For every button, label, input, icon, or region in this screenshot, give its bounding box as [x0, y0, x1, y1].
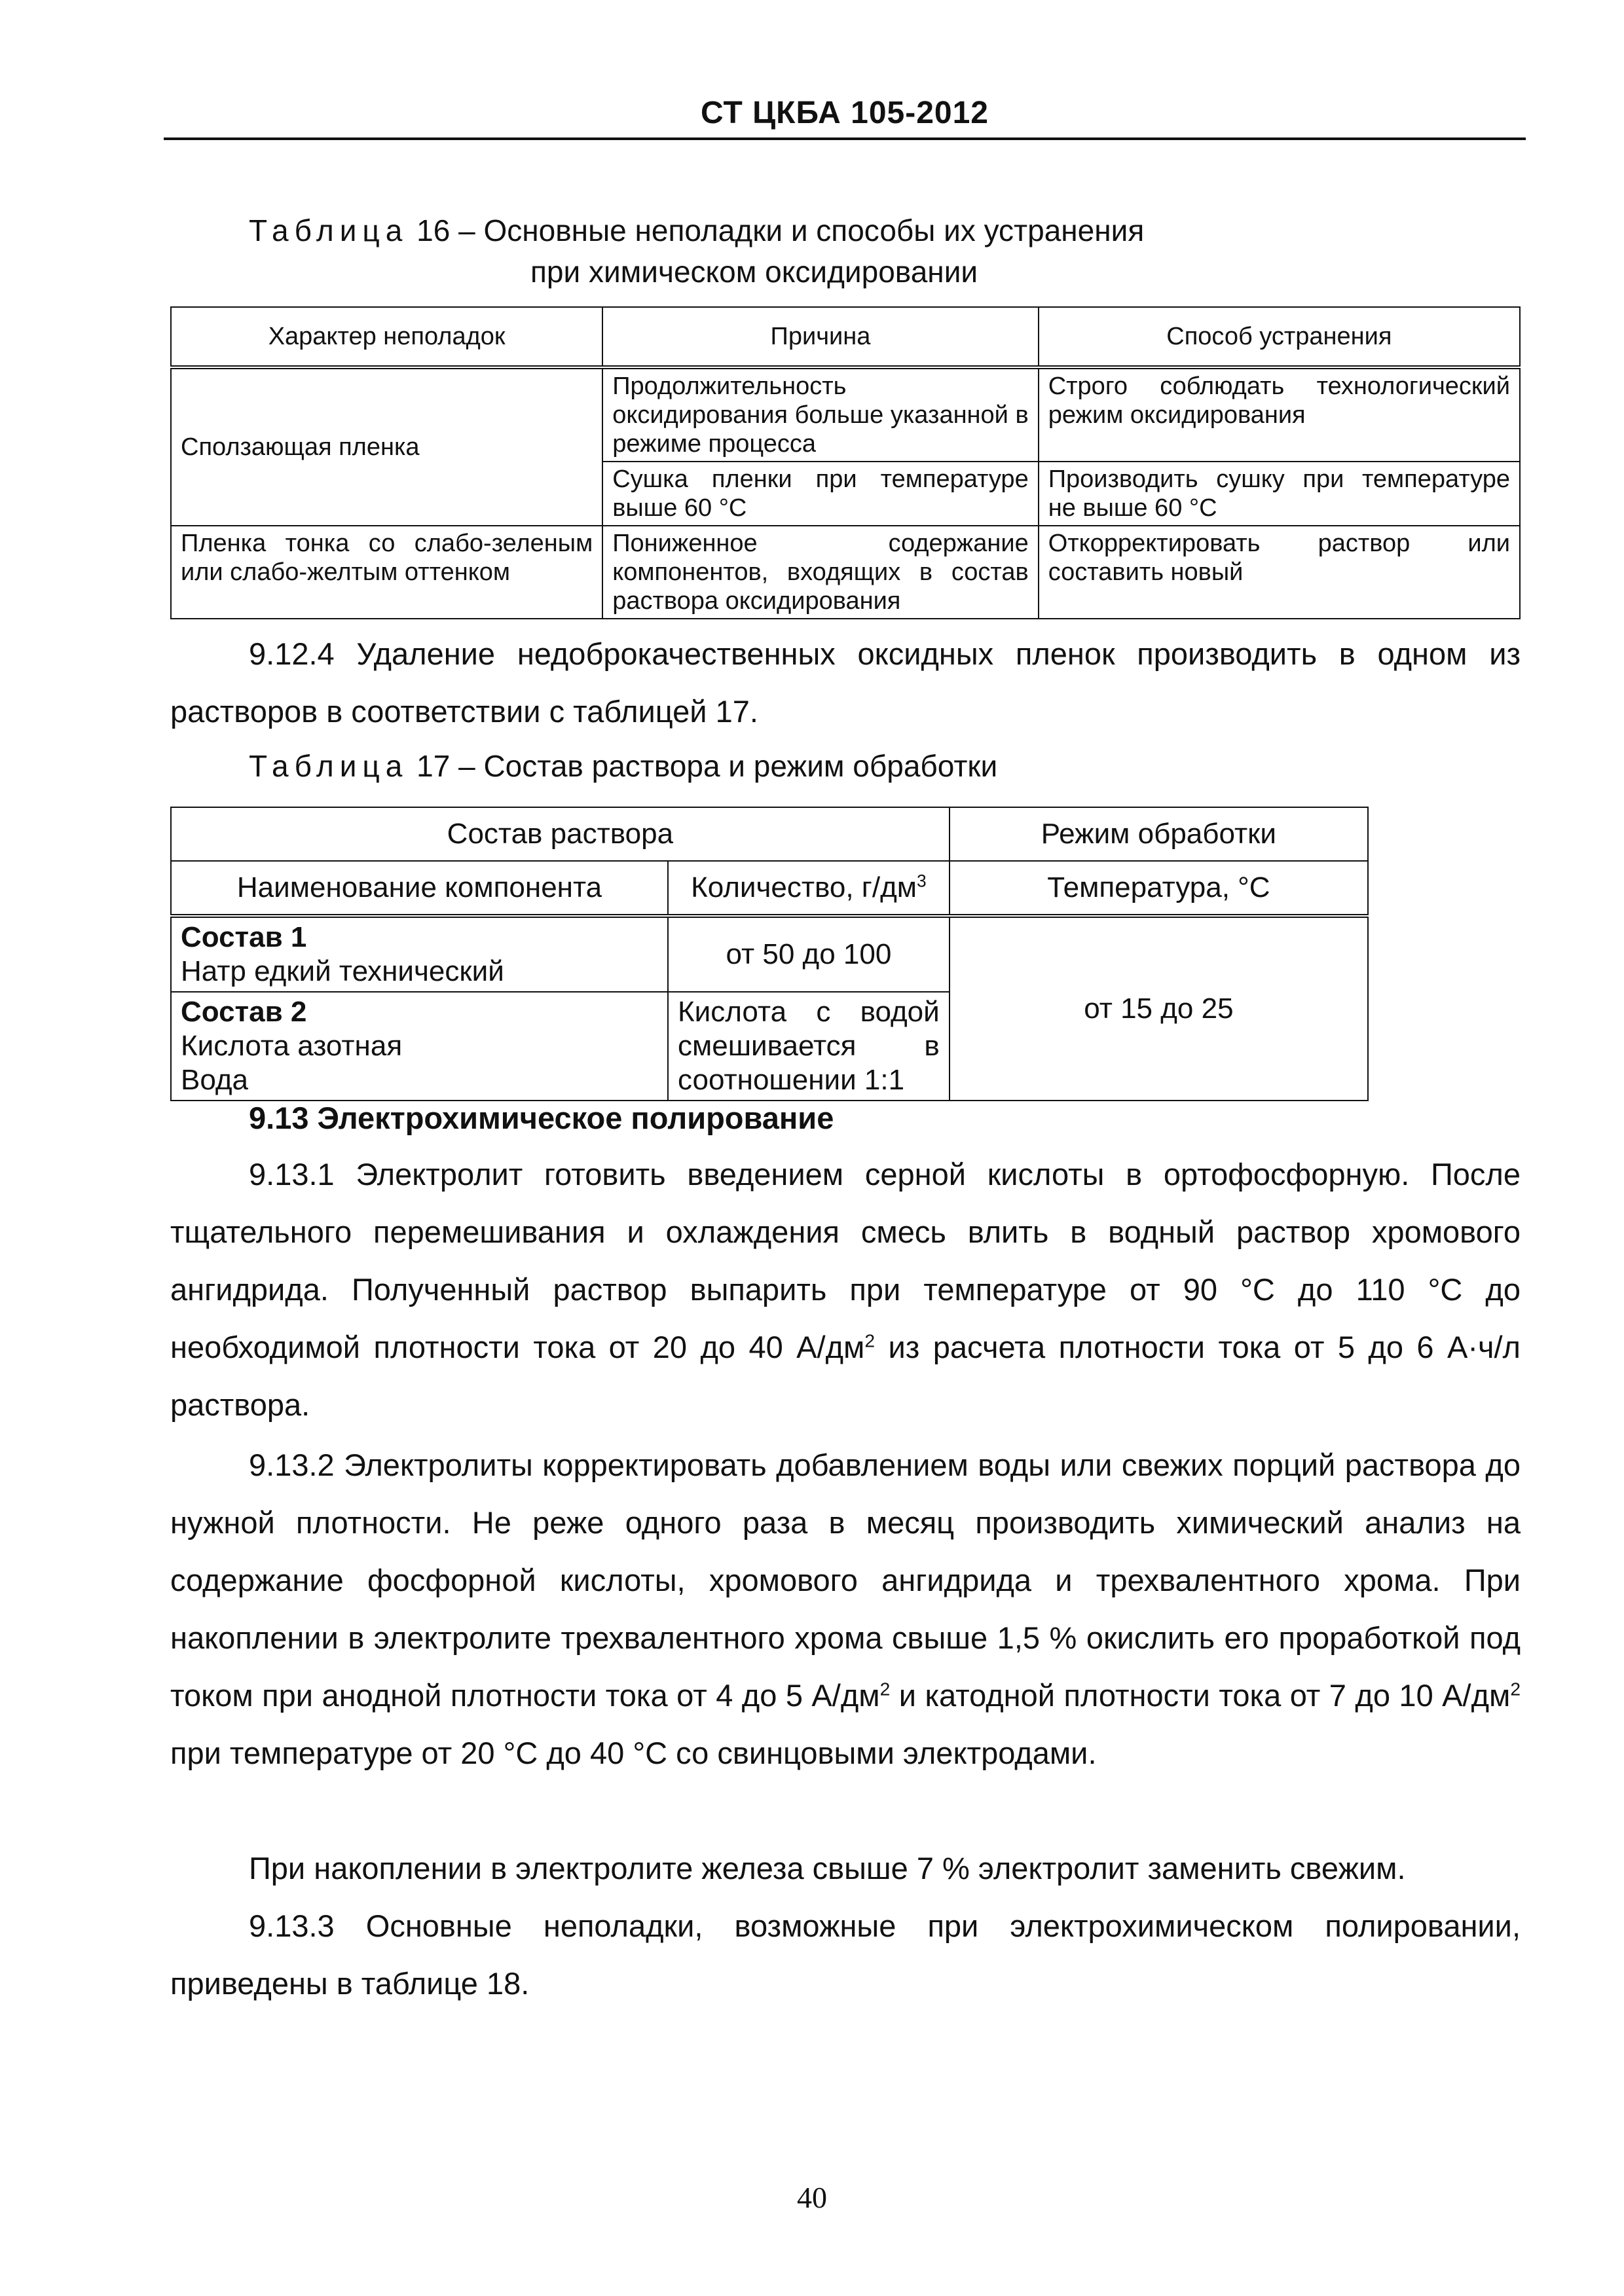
composition-title: Состав 1	[181, 921, 307, 953]
table16-header-row	[171, 307, 1520, 367]
page-number: 40	[797, 2181, 827, 2214]
paragraph-text: и катодной плотности тока от 7 до 10 А/дм	[890, 1678, 1511, 1713]
table17-caption-label: Таблица	[249, 749, 409, 783]
table17-group-header-row	[171, 807, 1368, 861]
paragraph-9-12-4: 9.12.4 Удаление недоброкачественных оксидных пленок производить в одном из растворов в соответствии с таблицей 17.	[170, 636, 1521, 729]
table17-header-quantity-text: Количество, г/дм	[691, 871, 917, 903]
table16-caption-line2: при химическом оксидировании	[530, 255, 978, 289]
component-name: Натр едкий технический	[181, 955, 504, 987]
table16-remedy-cell: Откорректировать раствор или составить новый	[1039, 526, 1520, 619]
superscript: 2	[1510, 1678, 1521, 1700]
table17-header-composition: Состав раствора	[171, 807, 950, 861]
table16-caption-text: 16 – Основные неполадки и способы их устранения	[416, 213, 1145, 247]
table16-cause-cell: Сушка пленки при температуре выше 60 °С	[602, 462, 1038, 526]
table-17	[170, 807, 1369, 1101]
section-title: 9.13 Электрохимическое полирование	[249, 1101, 834, 1135]
table16-remedy-cell: Производить сушку при температуре не выше 60 °С	[1039, 462, 1520, 526]
table16-caption	[249, 211, 1144, 250]
table16-caption-label: Таблица	[249, 213, 409, 247]
table17-caption-text: 17 – Состав раствора и режим обработки	[416, 749, 998, 783]
document-header: СТ ЦКБА 105-2012	[700, 96, 989, 130]
superscript: 3	[917, 871, 927, 891]
table17-caption	[249, 746, 997, 786]
table16-cause-cell: Пониженное содержание компонентов, входящих в состав раствора оксидирования	[602, 526, 1038, 619]
superscript: 2	[879, 1678, 891, 1700]
table16-defect-cell: Пленка тонка со слабо-зеленым или слабо-желтым оттенком	[171, 526, 602, 619]
table17-sub-header-row	[171, 861, 1368, 916]
paragraph-electrolyte-iron: При накоплении в электролите железа свыше 7 % электролит заменить свежим.	[249, 1851, 1406, 1886]
table17-temperature-cell: от 15 до 25	[950, 916, 1368, 1101]
table16-defect-cell: Сползающая пленка	[171, 367, 602, 526]
component-name: Вода	[181, 1064, 248, 1096]
header-rule	[164, 137, 1526, 140]
paragraph-text: 9.13.1 Электролит готовить введением серной кислоты в ортофосфорную. После тщательного перемешивания и охлаждения смесь влить в водный раствор хромового ангидрида. Полученный раствор выпарить при температуре от 90 °С до 110 °С до необходимой плотности тока от 20 до 40 А/дм	[170, 1157, 1521, 1364]
table16-header-cause: Причина	[602, 307, 1038, 367]
table-row	[171, 526, 1520, 619]
composition-title: Состав 2	[181, 996, 307, 1028]
superscript: 2	[864, 1330, 876, 1351]
table17-component-cell	[171, 916, 668, 992]
table-row	[171, 367, 1520, 462]
component-name: Кислота азотная	[181, 1030, 403, 1062]
table17-header-quantity	[668, 861, 950, 916]
paragraph-9-13-1	[170, 1146, 1521, 1434]
table16-cause-cell: Продолжительность оксидирования больше указанной в режиме процесса	[602, 367, 1038, 462]
table16-header-remedy: Способ устранения	[1039, 307, 1520, 367]
paragraph-9-13-3: 9.13.3 Основные неполадки, возможные при электрохимическом полировании, приведены в таблице 18.	[170, 1908, 1521, 2001]
paragraph-text: из расчета плотности тока от 5 до 6 А·ч/л раствора.	[170, 1330, 1521, 1422]
table16-header-defect: Характер неполадок	[171, 307, 602, 367]
paragraph-text: при температуре от 20 °С до 40 °С со свинцовыми электродами.	[170, 1736, 1097, 1770]
table17-header-temperature: Температура, °С	[950, 861, 1368, 916]
table17-component-cell	[171, 992, 668, 1101]
table17-header-mode: Режим обработки	[950, 807, 1368, 861]
table-16	[170, 306, 1521, 619]
table16-remedy-cell: Строго соблюдать технологический режим оксидирования	[1039, 367, 1520, 462]
table17-quantity-cell: от 50 до 100	[668, 916, 950, 992]
paragraph-text: 9.13.2 Электролиты корректировать добавлением воды или свежих порций раствора до нужной плотности. Не реже одного раза в месяц производить химический анализ на содержание фосфорной кислоты, хромового ангидрида и трехвалентного хрома. При накоплении в электролите трехвалентного хрома свыше 1,5 % окислить его проработкой под током при анодной плотности тока от 4 до 5 А/дм	[170, 1448, 1521, 1713]
paragraph-9-13-2	[170, 1436, 1521, 1782]
table-row	[171, 916, 1368, 992]
table17-header-component: Наименование компонента	[171, 861, 668, 916]
table17-quantity-cell: Кислота с водой смешивается в соотношении 1:1	[668, 992, 950, 1101]
